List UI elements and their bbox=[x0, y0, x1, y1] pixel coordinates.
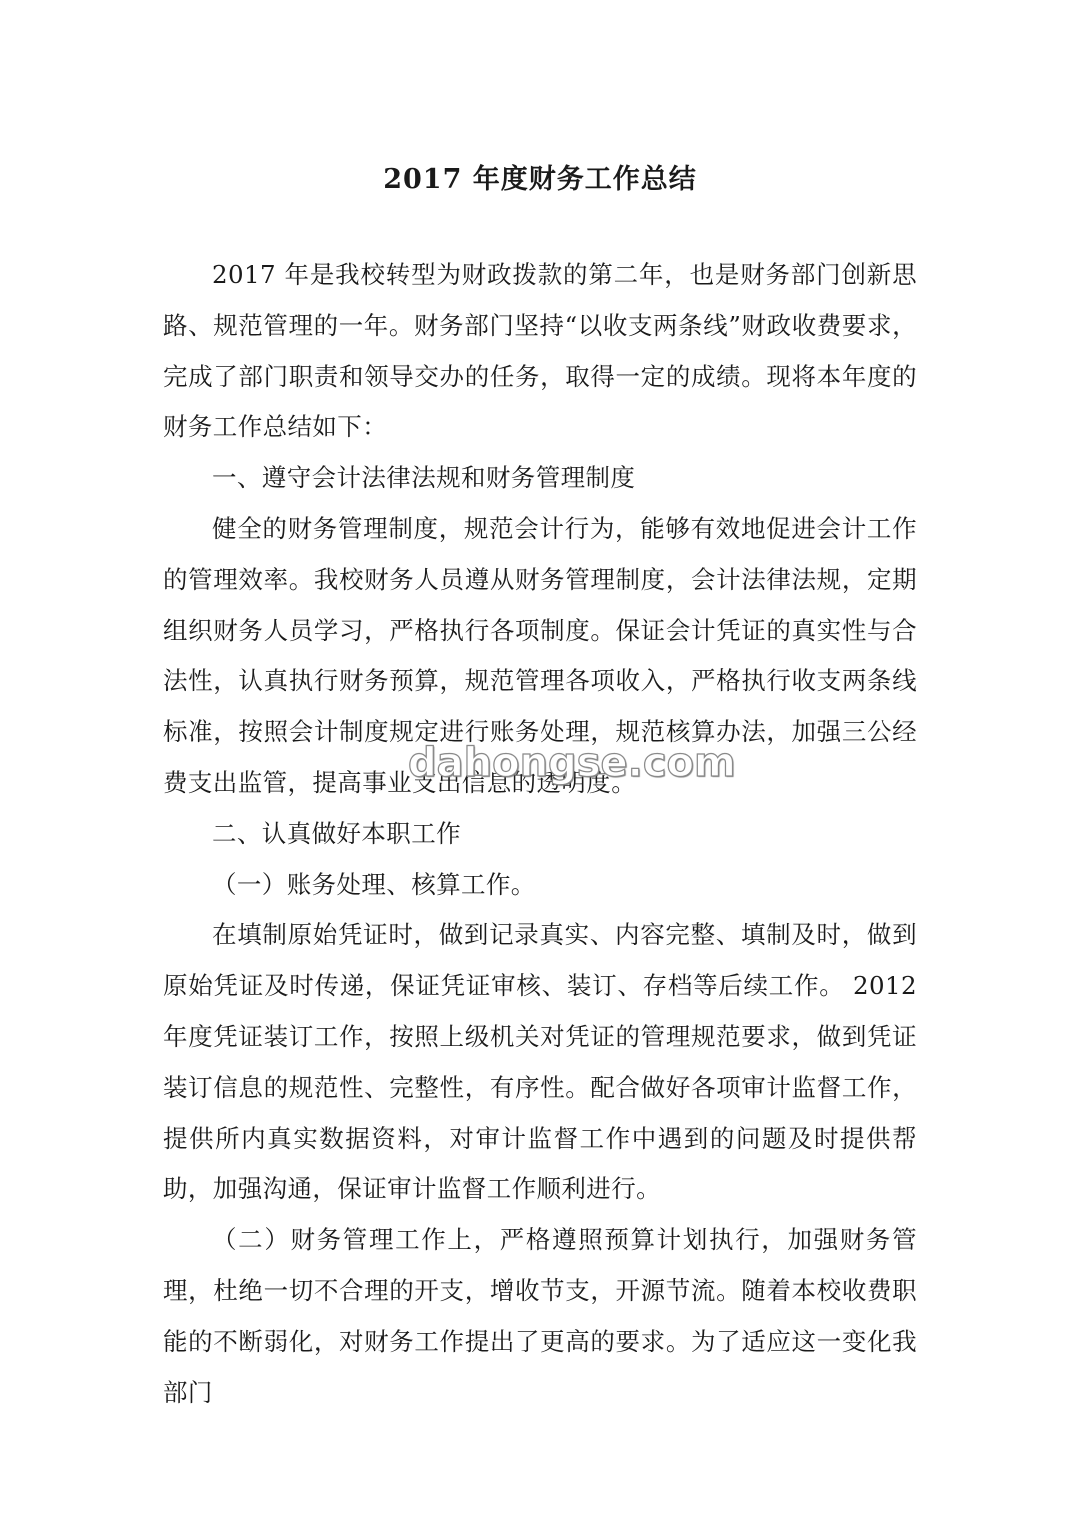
subsection-2-paragraph: （二）财务管理工作上，严格遵照预算计划执行，加强财务管理，杜绝一切不合理的开支，增收节支，开源节流。随着本校收费职能的不断弱化，对财务工作提出了更高的要求。为了适应这一变化我部门 bbox=[163, 1225, 917, 1407]
document-title: 2017 年度财务工作总结 bbox=[383, 164, 697, 195]
section-heading-2: 二、认真做好本职工作 bbox=[212, 818, 461, 848]
watermark-text: dahongse.com bbox=[408, 740, 736, 786]
subsection-1-paragraph: 在填制原始凭证时，做到记录真实、内容完整、填制及时，做到原始凭证及时传递，保证凭证审核、装订、存档等后续工作。 2012 年度凭证装订工作，按照上级机关对凭证的管理规范要求，做到凭证装订信息的规范性、完整性，有序性。配合做好各项审计监督工作，提供所内真实数据资料，对审计监督工作中遇到的问题及时提供帮助，加强沟通，保证审计监督工作顺利进行。 bbox=[163, 920, 917, 1204]
section-heading-1: 一、遵守会计法律法规和财务管理制度 bbox=[212, 463, 636, 493]
section-1-paragraph: 健全的财务管理制度，规范会计行为，能够有效地促进会计工作的管理效率。我校财务人员遵从财务管理制度，会计法律法规，定期组织财务人员学习，严格执行各项制度。保证会计凭证的真实性与合法性，认真执行财务预算，规范管理各项收入，严格执行收支两条线标准，按照会计制度规定进行账务处理，规范核算办法，加强三公经费支出监管，提高事业支出信息的透明度。 bbox=[163, 513, 917, 797]
subsection-heading-1: （一）账务处理、核算工作。 bbox=[212, 869, 536, 899]
document-body bbox=[163, 250, 917, 1418]
intro-paragraph: 2017 年是我校转型为财政拨款的第二年，也是财务部门创新思路、规范管理的一年。财务部门坚持“以收支两条线”财政收费要求，完成了部门职责和领导交办的任务，取得一定的成绩。现将本年度的财务工作总结如下： bbox=[163, 260, 917, 442]
